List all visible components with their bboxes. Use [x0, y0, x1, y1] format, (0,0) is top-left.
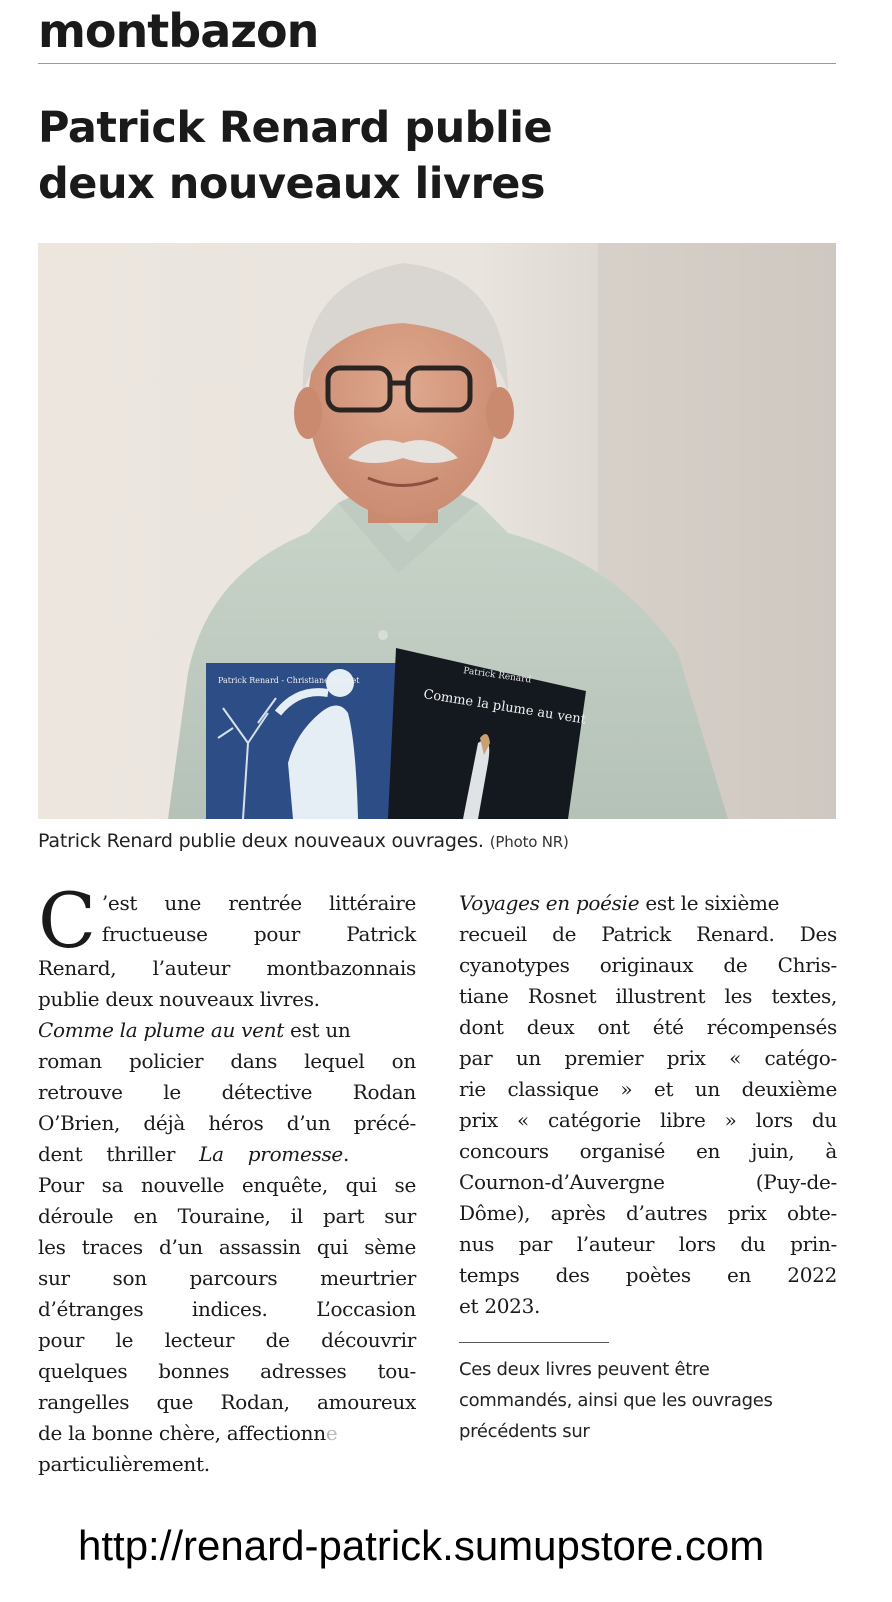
text-line: et 2023. [459, 1294, 541, 1318]
text-line: fructueuse pour Patrick [101, 922, 416, 946]
text-fragment: de la bonne chère, affectionn [38, 1421, 326, 1445]
article-column-left [38, 876, 416, 1480]
store-url[interactable]: http://renard-patrick.sumupstore.com [78, 1522, 765, 1569]
book-title-italic: La promesse [199, 1142, 343, 1166]
text-line: rangelles que Rodan, amoureux [38, 1390, 416, 1414]
text-line: temps des poètes en 2022 [459, 1263, 837, 1287]
drop-cap: C [38, 876, 96, 965]
text-line: les traces d’un assassin qui sème [38, 1235, 416, 1259]
book2-author: Patrick Renard [462, 666, 532, 686]
text-line: retrouve le détective Rodan [38, 1080, 416, 1104]
text-line: Cournon-d’Auvergne (Puy-de- [459, 1170, 837, 1194]
text-line: roman policier dans lequel on [38, 1049, 416, 1073]
text-line: par un premier prix « catégo- [459, 1046, 837, 1070]
headline-line-1: Patrick Renard publie [38, 103, 553, 153]
text-line [38, 1418, 416, 1449]
text-line: d’étranges indices. L’occasion [38, 1297, 416, 1321]
text-fragment: dent thriller [38, 1142, 200, 1166]
photo-credit: (Photo NR) [489, 833, 569, 851]
text-line: cyanotypes originaux de Chris- [459, 953, 837, 977]
article-headline [38, 100, 836, 212]
text-line: quelques bonnes adresses tou- [38, 1359, 416, 1383]
book2-title: Comme la plume au vent [422, 687, 587, 728]
text-line: pour le lecteur de découvrir [38, 1328, 416, 1352]
book-title-italic: Comme la plume au vent [38, 1018, 284, 1042]
note-line: commandés, ainsi que les ouvrages [459, 1390, 773, 1411]
note-line: précédents sur [459, 1421, 590, 1442]
text-line: ’est une rentrée littéraire [101, 891, 416, 915]
text-line: Renard, l’auteur montbazonnais [38, 956, 416, 980]
text-line: nus par l’auteur lors du prin- [459, 1232, 837, 1256]
photo-caption [38, 830, 569, 852]
article-photo [38, 243, 836, 819]
text-line: déroule en Touraine, il part sur [38, 1204, 416, 1228]
text-line: rie classique » et un deuxième [459, 1077, 837, 1101]
text-fragment: est le sixième [639, 891, 780, 915]
faded-text: e [325, 1421, 338, 1445]
order-note [459, 1354, 837, 1447]
text-line: concours organisé en juin, à [459, 1139, 837, 1163]
book1-authors: Patrick Renard - Christiane Rosnet [218, 676, 360, 685]
note-divider [459, 1342, 609, 1343]
text-line: Dôme), après d’autres prix obte- [459, 1201, 837, 1225]
text-line: publie deux nouveaux livres. [38, 987, 320, 1011]
text-line: Pour sa nouvelle enquête, qui se [38, 1173, 416, 1197]
text-line [38, 1015, 416, 1046]
text-line: dont deux ont été récompensés [459, 1015, 837, 1039]
text-line: tiane Rosnet illustrent les textes, [459, 984, 837, 1008]
text-line: particulièrement. [38, 1452, 210, 1476]
caption-text: Patrick Renard publie deux nouveaux ouvrages. [38, 830, 484, 852]
text-line: sur son parcours meurtrier [38, 1266, 416, 1290]
headline-line-2: deux nouveaux livres [38, 159, 546, 209]
text-fragment: est un [284, 1018, 351, 1042]
text-line: recueil de Patrick Renard. Des [459, 922, 837, 946]
text-line: prix « catégorie libre » lors du [459, 1108, 837, 1132]
note-line: Ces deux livres peuvent être [459, 1359, 710, 1380]
book-voyages-en-poesie [206, 663, 396, 819]
text-line [459, 888, 837, 919]
section-title: montbazon [38, 4, 319, 58]
article-column-right [459, 888, 837, 1322]
section-divider [38, 63, 836, 64]
photo-illustration [38, 243, 836, 819]
text-fragment: . [342, 1142, 350, 1166]
book-title-italic: Voyages en poésie [459, 891, 640, 915]
text-line [38, 1139, 416, 1170]
text-line: O’Brien, déjà héros d’un précé- [38, 1111, 416, 1135]
